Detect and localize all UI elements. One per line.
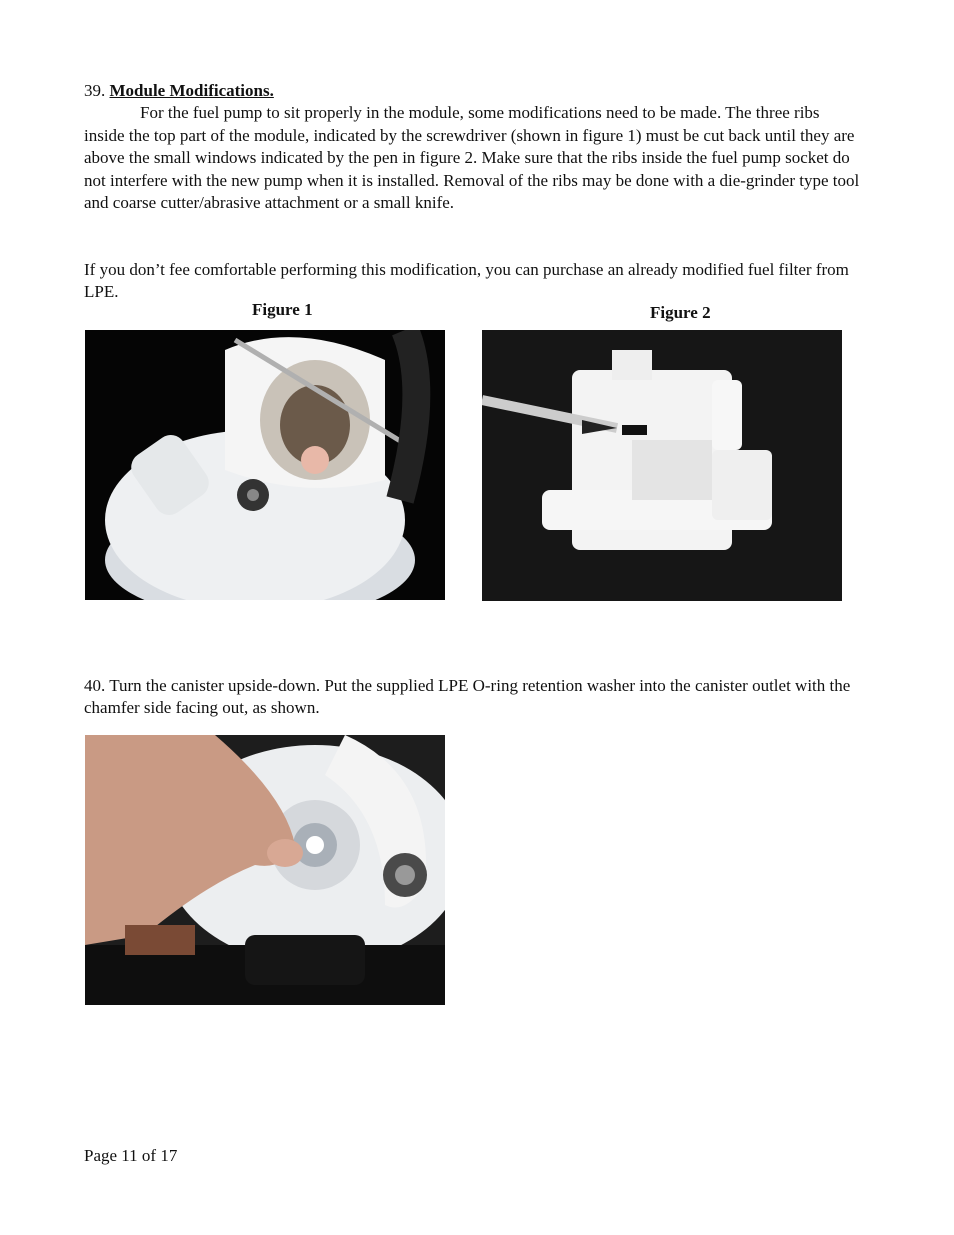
section-39-heading: Module Modifications. [109, 81, 274, 100]
figure-1-photo [85, 330, 445, 600]
section-39-paragraph-1-text: For the fuel pump to sit properly in the module, some modifications need to be made. The three ribs inside the top part of the module, indicated by the screwdriver (shown in figure 1) must be cut back until they are above the small windows indicated by the pen in figure 2. Make sure that the ribs inside the fuel pump socket do not interfere with the new pump when it is installed. Removal of the ribs may be done with a die-grinder type tool and coarse cutter/abrasive attachment or a small knife. [84, 103, 860, 213]
figure-1-caption: Figure 1 [252, 300, 313, 319]
section-39 [84, 80, 864, 214]
section-39-title-line [84, 80, 864, 102]
section-40: 40. Turn the canister upside-down. Put the supplied LPE O-ring retention washer into the canister outlet with the chamfer side facing out, as shown. [84, 676, 851, 718]
figure-2-photo [482, 330, 842, 601]
figure-2-caption: Figure 2 [650, 303, 711, 322]
section-39-number: 39. [84, 81, 106, 100]
section-40-photo [85, 735, 445, 1005]
section-39-paragraph-2: If you don’t fee comfortable performing this modification, you can purchase an already modified fuel filter from LPE. [84, 260, 849, 302]
page-number: Page 11 of 17 [84, 1146, 178, 1165]
section-39-paragraph-1 [84, 102, 864, 214]
